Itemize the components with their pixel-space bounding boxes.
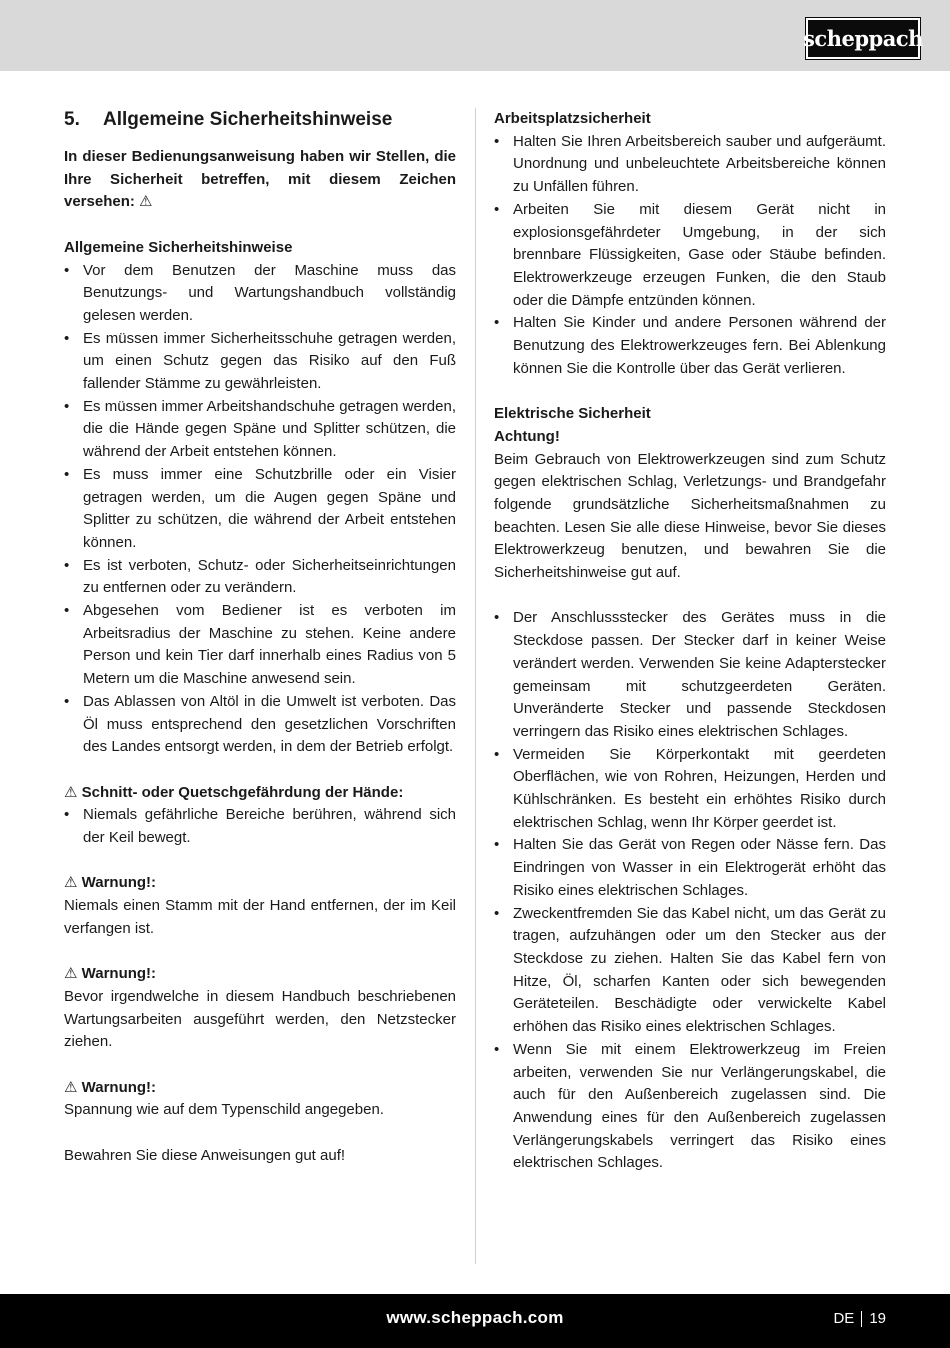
workplace-list [494, 131, 886, 381]
list-item: • Es müssen immer Arbeitshandschuhe getragen werden, die die Hände gegen Späne und Splitter schützen, die während der Arbeit entstehen können. [64, 396, 456, 464]
electrical-intro: Beim Gebrauch von Elektrowerkzeugen sind zum Schutz gegen elektrischen Schlag, Verletzungs- und Brandgefahr folgende grundsätzliche Sicherheitsmaßnahmen zu beachten. Lesen Sie alle diese Hinweise, bevor Sie dieses Elektrowerkzeug benutzen, und bewahren Sie die Sicherheitshinweise gut auf. [494, 450, 886, 582]
list-item: • Halten Sie Kinder und andere Personen während der Benutzung des Elektrowerkzeuges fern. Bei Ablenkung können Sie die Kontrolle über das Gerät verlieren. [494, 312, 886, 380]
section-number: 5. [64, 109, 80, 130]
list-item: • Vermeiden Sie Körperkontakt mit geerdeten Oberflächen, wie von Rohren, Heizungen, Herden und Kühlschränken. Es besteht ein erhöhtes Risiko durch elektrischen Schlag, wenn Ihr Körper geerdet ist. [494, 744, 886, 835]
list-item: • Halten Sie das Gerät von Regen oder Nässe fern. Das Eindringen von Wasser in ein Elektrogerät erhöht das Risiko eines elektrischen Schlages. [494, 834, 886, 902]
hands-list [64, 804, 456, 849]
general-heading: Allgemeine Sicherheitshinweise [64, 238, 293, 256]
warning-heading: ⚠ Warnung!: [64, 874, 157, 892]
list-item: • Halten Sie Ihren Arbeitsbereich sauber und aufgeräumt. Unordnung und unbeleuchtete Arbeitsbereiche können zu Unfällen führen. [494, 131, 886, 199]
list-item: • Vor dem Benutzen der Maschine muss das Benutzungs- und Wartungshandbuch vollständig gelesen werden. [64, 260, 456, 328]
general-list [64, 260, 456, 759]
list-item: • Abgesehen vom Bediener ist es verboten im Arbeitsradius der Maschine zu stehen. Keine andere Person und kein Tier darf innerhalb eines Radius von 5 Metern um die Maschine anwesend sein. [64, 600, 456, 691]
left-column [64, 108, 456, 1168]
warning-triangle-icon: ⚠ [64, 874, 78, 892]
right-column [494, 108, 886, 1175]
hands-heading: ⚠ Schnitt- oder Quetschgefährdung der Hände: [64, 783, 404, 801]
header-bar [0, 0, 950, 71]
section-title [64, 108, 456, 132]
footer-url: www.scheppach.com [386, 1308, 564, 1327]
warning-text: Bevor irgendwelche in diesem Handbuch beschriebenen Wartungsarbeiten ausgeführt werden, den Netzstecker ziehen. [64, 987, 456, 1051]
closing-note: Bewahren Sie diese Anweisungen gut auf! [64, 1146, 346, 1164]
list-item: • Es muss immer eine Schutzbrille oder ein Visier getragen werden, um die Augen gegen Späne und Splitter zu schützen, die während der Arbeit entstehen können. [64, 464, 456, 555]
intro-paragraph: In dieser Bedienungsanweisung haben wir Stellen, die Ihre Sicherheit betreffen, mit diesem Zeichen versehen: ⚠ [64, 148, 456, 211]
attention-label: Achtung! [494, 427, 560, 445]
column-divider [475, 108, 476, 1264]
page-number: 19 [869, 1310, 886, 1327]
warning-text: Spannung wie auf dem Typenschild angegeben. [64, 1101, 384, 1119]
warning-triangle-icon: ⚠ [139, 193, 153, 211]
list-item: • Arbeiten Sie mit diesem Gerät nicht in explosionsgefährdeter Umgebung, in der sich brennbare Flüssigkeiten, Gase oder Stäube befinden. Elektrowerkzeuge erzeugen Funken, die den Staub oder die Dämpfe entzünden können. [494, 199, 886, 313]
list-item: • Wenn Sie mit einem Elektrowerkzeug im Freien arbeiten, verwenden Sie nur Verlängerungskabel, die auch für den Außenbereich zugelassen sind. Die Anwendung eines für den Außenbereich zugelassen Verlängerungskabels verringert das Risiko eines elektrischen Schlages. [494, 1039, 886, 1175]
footer-bar [0, 1294, 950, 1348]
warning-triangle-icon: ⚠ [64, 1078, 78, 1096]
warning-text: Niemals einen Stamm mit der Hand entfernen, der im Keil verfangen ist. [64, 897, 456, 937]
list-item: • Niemals gefährliche Bereiche berühren, während sich der Keil bewegt. [64, 804, 456, 849]
list-item: • Zweckentfremden Sie das Kabel nicht, um das Gerät zu tragen, aufzuhängen oder um den Stecker aus der Steckdose zu ziehen. Halten Sie das Kabel fern von Hitze, Öl, scharfen Kanten oder sich bewegenden Geräteteilen. Beschädigte oder verwickelte Kabel erhöhen das Risiko eines elektrischen Schlages. [494, 903, 886, 1039]
language-code: DE [833, 1310, 855, 1327]
warning-heading: ⚠ Warnung!: [64, 1078, 157, 1096]
page-indicator [833, 1310, 886, 1327]
electrical-heading: Elektrische Sicherheit [494, 405, 651, 423]
list-item: • Das Ablassen von Altöl in die Umwelt ist verboten. Das Öl muss entsprechend den gesetzlichen Vorschriften des Landes entsorgt werden, in dem der Betrieb erfolgt. [64, 691, 456, 759]
list-item: • Der Anschlussstecker des Gerätes muss in die Steckdose passen. Der Stecker darf in keiner Weise verändert werden. Verwenden Sie keine Adapterstecker gemeinsam mit schutzgeerdeten Geräten. Unveränderte Stecker und passende Steckdosen verringern das Risiko eines elektrischen Schlages. [494, 607, 886, 743]
list-item: • Es müssen immer Sicherheitsschuhe getragen werden, um einen Schutz gegen das Risiko auf den Fuß fallender Stämme zu gewährleisten. [64, 328, 456, 396]
warning-heading: ⚠ Warnung!: [64, 965, 157, 983]
list-item: • Es ist verboten, Schutz- oder Sicherheitseinrichtungen zu entfernen oder zu verändern. [64, 555, 456, 600]
workplace-heading: Arbeitsplatzsicherheit [494, 110, 651, 127]
warning-triangle-icon: ⚠ [64, 965, 78, 983]
separator [861, 1311, 862, 1327]
warning-triangle-icon: ⚠ [64, 783, 78, 801]
section-title-text: Allgemeine Sicherheitshinweise [103, 109, 393, 130]
brand-logo: scheppach [806, 18, 920, 59]
electrical-list [494, 607, 886, 1175]
